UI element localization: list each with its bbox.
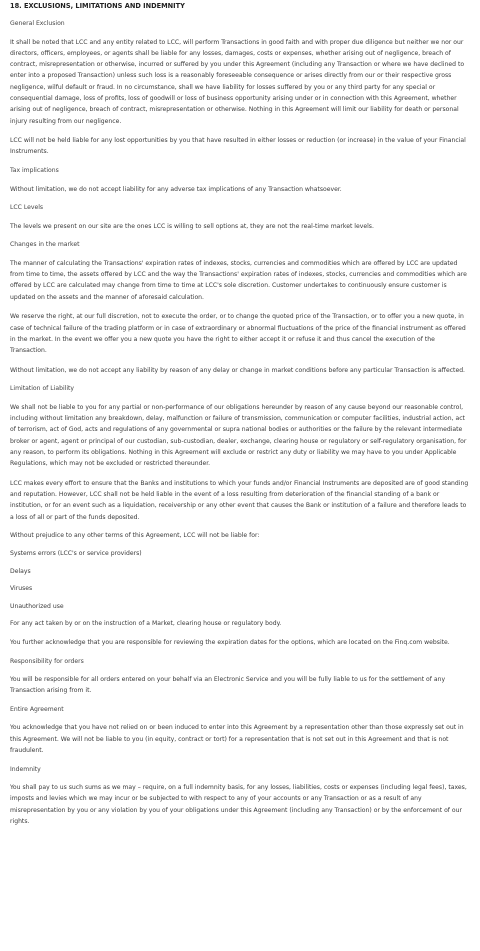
paragraph: You shall pay to us such sums as we may – require, on a full indemnity basis, for any losses, liabilities, costs or expenses (including legal fees), taxes, imposts and levies which we may incur or be subjected to with respect to any of your accounts or any Transaction or as a result of any misrepresentation by you or any violation by you of your obligations under this Agreement (including any Transaction) or by the enforcement of our rights. xyxy=(10,784,467,825)
list-item: Unauthorized use xyxy=(10,602,64,610)
subheading: Indemnity xyxy=(10,765,41,773)
list-item: Viruses xyxy=(10,585,33,593)
list-item: Without prejudice to any other terms of this Agreement, LCC will not be liable for: xyxy=(10,532,260,540)
paragraph: Without limitation, we do not accept any liability by reason of any delay or change in market conditions before any particular Transaction is affected. xyxy=(10,366,465,374)
list-item: Delays xyxy=(10,567,31,575)
paragraph: LCC will not be held liable for any lost opportunities by you that have resulted in either losses or reduction (or increase) in the value of your Financial Instruments. xyxy=(10,137,466,156)
subheading: Responsibility for orders xyxy=(10,657,84,665)
subheading: Entire Agreement xyxy=(10,705,64,713)
paragraph: LCC makes every effort to ensure that the Banks and institutions to which your funds and/or Financial Instruments are deposited are of good standing and reputation. However, LCC shall not be held liable in the event of a loss resulting from deterioration of the financial standing of a bank or institution, or for an event such as a liquidation, receivership or any other event that causes the Bank or institution of a failure and therefore leads to a loss of all or part of the funds deposited. xyxy=(10,479,469,521)
subheading: Changes in the market xyxy=(10,241,80,249)
subheading: LCC Levels xyxy=(10,204,44,212)
subheading: General Exclusion xyxy=(10,20,65,27)
paragraph: You further acknowledge that you are responsible for reviewing the expiration dates for the options, which are located on the Finq.com website. xyxy=(10,638,450,646)
section-content xyxy=(10,19,470,827)
list-item: Systems errors (LCC's or service providers) xyxy=(10,549,142,557)
subheading: Limitation of Liability xyxy=(10,385,75,393)
paragraph: It shall be noted that LCC and any entity related to LCC, will perform Transactions in good faith and with proper due diligence but neither we nor our directors, officers, employees, or agents shall be liable for any losses, damages, costs or expenses, whether arising out of negligence, breach of contract, misrepresentation or otherwise, incurred or suffered by you under this Agreement (including any Transaction or where we have declined to enter into a proposed Transaction) unless such loss is a reasonably foreseeable consequence or arises directly from our or their respective gross negligence, wilful default or fraud. In no circumstance, shall we have liability for losses suffered by you or any third party for any special or consequential damage, loss of profits, loss of goodwill or loss of business opportunity arising under or in connection with this Agreement, whether arising out of negligence, breach of contract, misrepresentation or otherwise. Nothing in this Agreement will limit our liability for death or personal injury resulting from our negligence. xyxy=(10,38,465,125)
paragraph: We shall not be liable to you for any partial or non-performance of our obligations hereunder by reason of any cause beyond our reasonable control, including without limitation any breakdown, delay, malfunction or failure of transmission, communication or computer facilities, industrial action, act of terrorism, act of God, acts and regulations of any governmental or supra national bodies or authorities or the failure by the relevant intermediate broker or agent, agent or principal of our custodian, sub-custodian, dealer, exchange, clearing house or regulatory or self-regulatory organisation, for any reason, to perform its obligations. Nothing in this Agreement will exclude or restrict any duty or liability we may have to you under Applicable Regulations, which may not be excluded or restricted thereunder. xyxy=(10,403,467,468)
list-item: For any act taken by or on the instruction of a Market, clearing house or regulatory body. xyxy=(10,620,282,628)
paragraph: The levels we present on our site are the ones LCC is willing to sell options at, they are not the real-time market levels. xyxy=(10,222,374,230)
paragraph: You acknowledge that you have not relied on or been induced to enter into this Agreement by a representation other than those expressly set out in this Agreement. We will not be liable to you (in equity, contract or tort) for a representation that is not set out in this Agreement and that is not fraudulent. xyxy=(10,724,464,755)
section-title: 18. EXCLUSIONS, LIMITATIONS AND INDEMNITY xyxy=(10,2,185,10)
paragraph: We reserve the right, at our full discretion, not to execute the order, or to change the quoted price of the Transaction, or to offer you a new quote, in case of technical failure of the trading platform or in case of extraordinary or abnormal fluctuations of the price of the financial instrument as offered in the market. In the event we offer you a new quote you have the right to either accept it or refuse it and thus cancel the execution of the Transaction. xyxy=(10,313,466,355)
paragraph: The manner of calculating the Transactions' expiration rates of indexes, stocks, currencies and commodities which are offered by LCC are updated from time to time, the assets offered by LCC and the way the Transactions' expiration rates of indexes, stocks, currencies and commodities which are offered by LCC are calculated may change from time to time at LCC's sole discretion. Customer undertakes to continuously ensure customer is updated on the assets and the manner of aforesaid calculation. xyxy=(10,259,467,301)
paragraph: You will be responsible for all orders entered on your behalf via an Electronic Service and you will be fully liable to us for the settlement of any Transaction arising from it. xyxy=(10,676,446,695)
subheading: Tax implications xyxy=(10,167,59,175)
paragraph: Without limitation, we do not accept liability for any adverse tax implications of any Transaction whatsoever. xyxy=(10,185,342,193)
